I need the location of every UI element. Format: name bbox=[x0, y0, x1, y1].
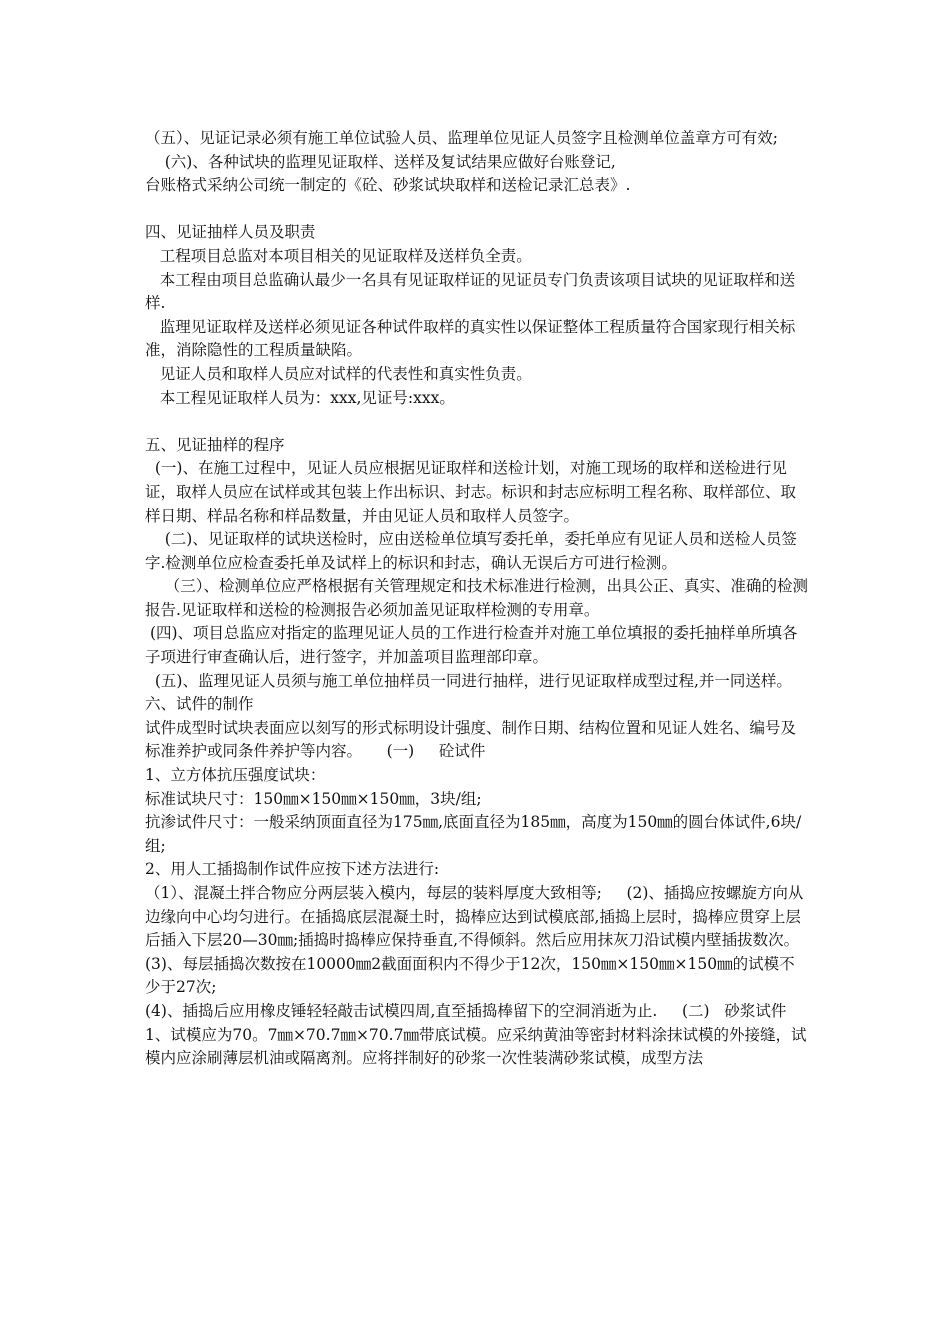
paragraph-impermeability-size: 抗渗试件尺寸：一般采纳顶面直径为175㎜,底面直径为185㎜，高度为150㎜的圆台体试件,6块/组; bbox=[145, 813, 802, 855]
paragraph-chief-responsibility: 工程项目总监对本项目相关的见证取样及送样负全责。 bbox=[145, 246, 532, 265]
section-heading-6: 六、试件的制作 bbox=[145, 695, 254, 714]
paragraph-witness-assignment: 本工程由项目总监确认最少一名具有见证取样证的见证员专门负责该项目试块的见证取样和送样. bbox=[145, 270, 796, 313]
paragraph-mortar-mold: 1、试模应为70。7㎜×70.7㎜×70.7㎜带底试模。应采纳黄油等密封材料涂抹试模的外接缝，试模内应涂刷薄层机油或隔离剂。应将拌制好的砂浆一次性装满砂浆试模，成型方法 bbox=[145, 1025, 807, 1068]
spacer bbox=[145, 410, 810, 434]
paragraph-ledger-registration: (六)、各种试块的监理见证取样、送样及复试结果应做好台账登记, bbox=[145, 152, 616, 171]
paragraph-standard-size: 标准试块尺寸：150㎜×150㎜×150㎜，3块/组; bbox=[145, 789, 482, 808]
paragraph-procedure-3: （三）、检测单位应严格根据有关管理规定和技术标准进行检测，出具公正、真实、准确的检测报告.见证取样和送检的检测报告必须加盖见证取样检测的专用章。 bbox=[145, 577, 808, 619]
paragraph-procedure-2: (二)、见证取样的试块送检时，应由送检单位填写委托单，委托单应有见证人员和送检人员签字.检测单位应检查委托单及试样上的标识和封志，确认无误后方可进行检测。 bbox=[145, 530, 797, 572]
paragraph-ledger-format: 台账格式采纳公司统一制定的《砼、砂浆试块取样和送检记录汇总表》. bbox=[145, 176, 631, 195]
section-heading-4: 四、见证抽样人员及职责 bbox=[145, 223, 316, 242]
paragraph-manual-tamping: 2、用人工插捣制作试件应按下述方法进行: bbox=[145, 860, 440, 879]
paragraph-witness-personnel: 本工程见证取样人员为：xxx,见证号:xxx。 bbox=[145, 388, 455, 407]
paragraph-procedure-4: (四)、项目总监应对指定的监理见证人员的工作进行检查并对施工单位填报的委托抽样单所填各子项进行审查确认后，进行签字，并加盖项目监理部印章。 bbox=[145, 624, 798, 667]
paragraph-representativeness: 见证人员和取样人员应对试样的代表性和真实性负责。 bbox=[145, 364, 532, 383]
document-body bbox=[145, 127, 810, 1071]
paragraph-tamping-count: (3)、每层插捣次数按在10000㎜2截面面积内不得少于12次，150㎜×150㎜×150㎜的试模不少于27次; bbox=[145, 954, 795, 997]
spacer bbox=[145, 198, 810, 222]
paragraph-authenticity: 监理见证取样及送样必须见证各种试件取样的真实性以保证整体工程质量符合国家现行相关标准，消除隐性的工程质量缺陷。 bbox=[145, 317, 796, 360]
paragraph-cube-heading: 1、立方体抗压强度试块： bbox=[145, 766, 326, 785]
paragraph-procedure-5: (五)、监理见证人员须与施工单位抽样员一同进行抽样，进行见证取样成型过程,并一同送样。 bbox=[145, 671, 792, 690]
paragraph-mallet-tap: (4)、插捣后应用橡皮锤轻轻敲击试模四周,直至插捣棒留下的空洞消逝为止. (二) 砂浆试件 bbox=[145, 1001, 787, 1020]
paragraph-procedure-1: (一)、在施工过程中，见证人员应根据见证取样和送检计划，对施工现场的取样和送检进行见证，取样人员应在试样或其包装上作出标识、封志。标识和封志应标明工程名称、取样部位、取样日期、样品名称和样品数量，并由见证人员和取样人员签字。 bbox=[145, 459, 797, 525]
section-heading-5: 五、见证抽样的程序 bbox=[145, 435, 285, 454]
paragraph-tamping-steps: （1）、混凝土拌合物应分两层装入模内，每层的装料厚度大致相等; (2)、插捣应按螺旋方向从边缘向中心均匀进行。在插捣底层混凝土时，捣棒应达到试模底部,插捣上层时，捣棒应贯穿上层后插入下层20—30㎜;插捣时捣棒应保持垂直,不得倾斜。然后应用抹灰刀沿试模内壁插拔数次。 bbox=[145, 884, 804, 950]
paragraph-witness-record: （五）、见证记录必须有施工单位试验人员、监理单位见证人员签字且检测单位盖章方可有效; bbox=[145, 129, 778, 147]
paragraph-specimen-marking: 试件成型时试块表面应以刻写的形式标明设计强度、制作日期、结构位置和见证人姓名、编号及标准养护或同条件养护等内容。 (一) 砼试件 bbox=[145, 718, 797, 761]
